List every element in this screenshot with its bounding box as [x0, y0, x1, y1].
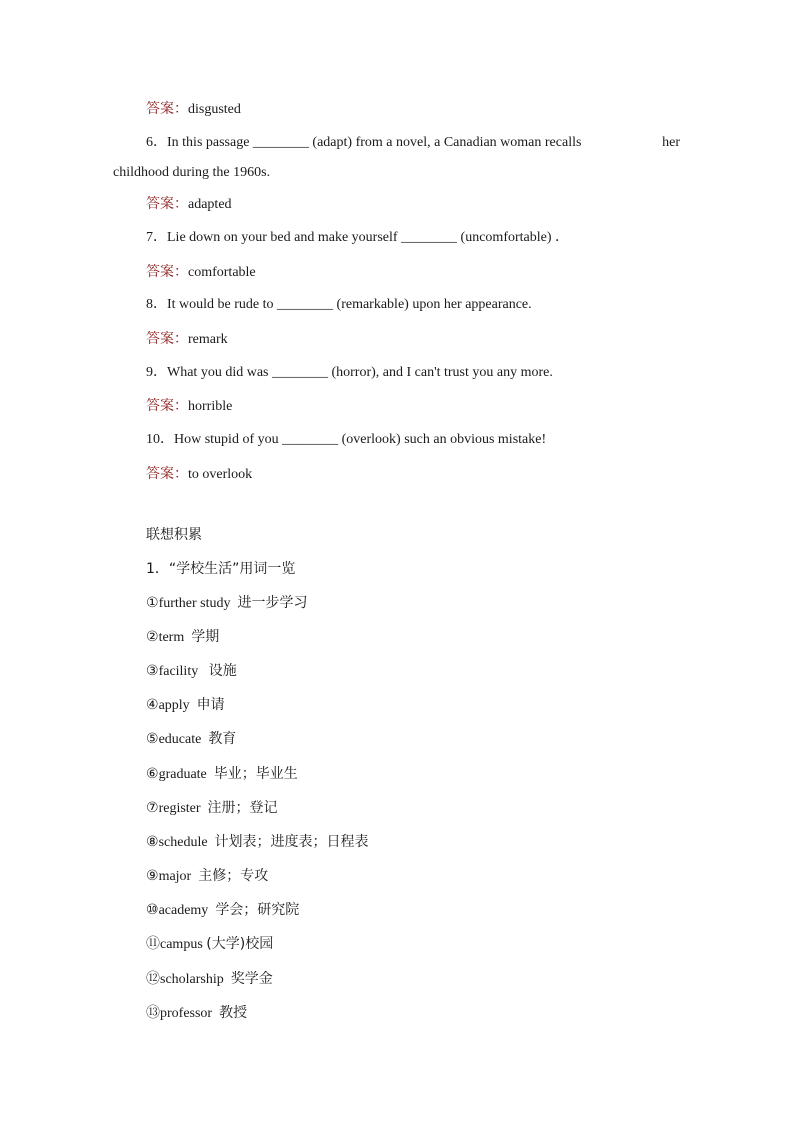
question-text: 8．It would be rude to ________ (remarkable) upon her appearance.	[146, 297, 532, 312]
vocab-number: ⑪	[146, 936, 160, 952]
vocab-english: schedule	[158, 835, 208, 850]
answer-text: adapted	[188, 197, 232, 212]
question-6-line-2	[113, 164, 270, 182]
answer-line	[146, 195, 232, 214]
vocab-number: ④	[146, 697, 159, 713]
vocab-number: ⑫	[146, 971, 160, 987]
question-9	[146, 364, 553, 382]
vocab-english: educate	[158, 732, 202, 747]
question-10	[146, 431, 546, 449]
vocab-chinese: 教育	[208, 731, 237, 747]
answer-line	[146, 465, 252, 484]
answer-label: 答案：	[146, 196, 188, 212]
vocab-chinese: 学期	[191, 629, 220, 645]
question-6-line-1	[146, 134, 680, 152]
vocab-english: scholarship	[160, 972, 224, 987]
answer-line	[146, 397, 232, 416]
vocab-item	[146, 799, 278, 818]
vocab-english: graduate	[158, 767, 207, 782]
vocab-english: academy	[158, 903, 209, 918]
answer-label: 答案：	[146, 398, 188, 414]
vocab-number: ①	[146, 595, 159, 611]
vocab-chinese: (大学)校园	[206, 936, 274, 952]
vocab-english: further study	[158, 596, 231, 611]
answer-text: to overlook	[188, 467, 253, 482]
vocab-chinese: 主修；专攻	[198, 868, 269, 884]
vocab-item	[146, 628, 219, 647]
vocab-item	[146, 730, 236, 749]
vocab-item	[146, 696, 225, 715]
vocab-item	[146, 594, 308, 613]
vocab-number: ⑧	[146, 834, 159, 850]
vocab-chinese: 进一步学习	[237, 595, 308, 611]
vocab-chinese: 设施	[208, 663, 237, 679]
question-text: childhood during the 1960s.	[113, 165, 271, 180]
question-text: 10．How stupid of you ________ (overlook) such an obvious mistake!	[146, 432, 547, 447]
answer-label: 答案：	[146, 101, 188, 117]
vocab-item	[146, 662, 237, 681]
vocab-chinese: 教授	[219, 1005, 248, 1021]
vocab-english: apply	[158, 698, 190, 713]
answer-line	[146, 100, 241, 119]
vocab-item	[146, 901, 299, 920]
question-8	[146, 296, 532, 314]
vocab-english: professor	[160, 1006, 213, 1021]
answer-text: horrible	[188, 399, 233, 414]
vocab-item	[146, 833, 369, 852]
vocab-english: register	[158, 801, 201, 816]
question-text: 6．In this passage ________ (adapt) from a novel, a Canadian woman recalls	[146, 135, 582, 150]
section-subtitle: 1．“学校生活”用词一览	[146, 561, 296, 577]
vocab-number: ③	[146, 663, 159, 679]
vocab-chinese: 奖学金	[230, 971, 273, 987]
answer-text: disgusted	[188, 102, 241, 117]
vocab-number: ⑨	[146, 868, 159, 884]
answer-text: comfortable	[188, 265, 256, 280]
vocab-item	[146, 935, 273, 954]
vocab-item	[146, 1004, 247, 1023]
vocab-number: ⑦	[146, 800, 159, 816]
answer-line	[146, 263, 256, 282]
vocab-chinese: 学会；研究院	[215, 902, 300, 918]
answer-line	[146, 330, 228, 349]
answer-label: 答案：	[146, 264, 188, 280]
vocab-english: facility	[158, 664, 199, 679]
question-text-end: her	[662, 135, 680, 150]
vocab-number: ⑤	[146, 731, 159, 747]
answer-text: remark	[188, 332, 228, 347]
vocab-chinese: 计划表；进度表；日程表	[214, 834, 369, 850]
vocab-number: ⑬	[146, 1005, 160, 1021]
section-title: 联想积累	[146, 527, 202, 543]
answer-label: 答案：	[146, 466, 188, 482]
vocab-english: campus	[160, 937, 203, 952]
vocab-number: ⑩	[146, 902, 159, 918]
question-text: 7．Lie down on your bed and make yourself ________ (uncomfortable) ．	[146, 230, 570, 245]
vocab-item	[146, 970, 273, 989]
question-text: 9．What you did was ________ (horror), and I can't trust you any more.	[146, 365, 553, 380]
vocab-item	[146, 765, 298, 784]
vocab-chinese: 注册；登记	[207, 800, 278, 816]
vocab-item	[146, 867, 268, 886]
answer-label: 答案：	[146, 331, 188, 347]
vocab-english: term	[158, 630, 185, 645]
question-7	[146, 229, 569, 247]
vocab-english: major	[158, 869, 192, 884]
vocab-number: ⑥	[146, 766, 159, 782]
vocab-number: ②	[146, 629, 159, 645]
vocab-chinese: 毕业；毕业生	[213, 766, 298, 782]
vocab-chinese: 申请	[196, 697, 225, 713]
